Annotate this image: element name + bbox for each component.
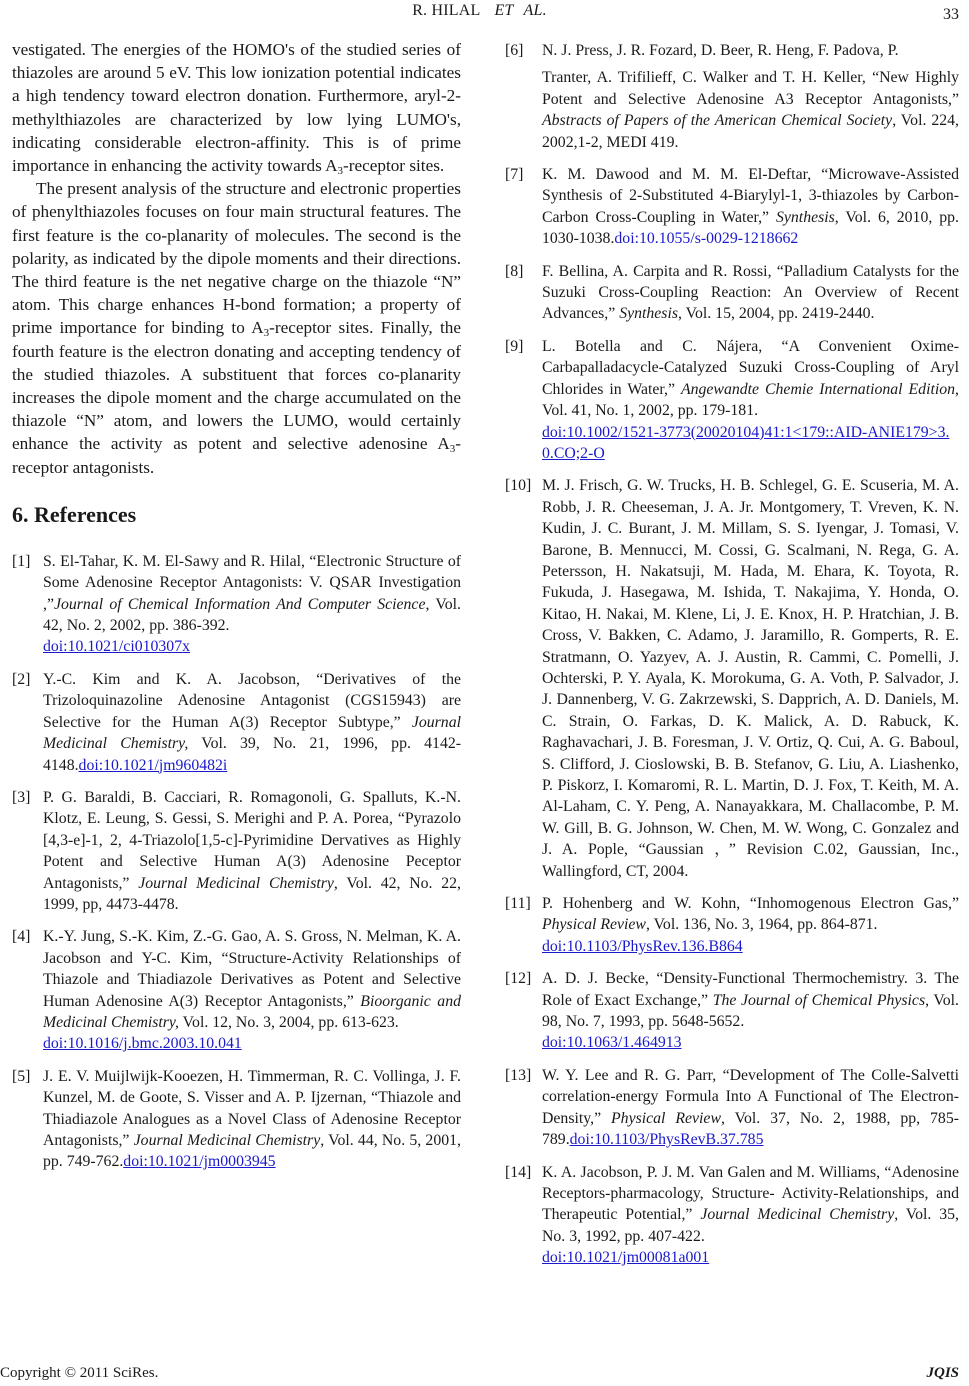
reference-number: [11] — [505, 895, 531, 913]
reference-item-13: [13] W. Y. Lee and R. G. Parr, “Development of The Colle-Salvetti correlation-energy Formula Into A Functional of The Electron-Density,” Physical Review, Vol. 37, No. 2, 1988, pp, 785-789.doi:10.1103/PhysRevB.37.785 — [505, 1065, 959, 1151]
reference-item-8: [8] F. Bellina, A. Carpita and R. Rossi, “Palladium Catalysts for the Suzuki Cross-Coupling Reaction: An Overview of Recent Advances,” Synthesis, Vol. 15, 2004, pp. 2419-2440. — [505, 261, 959, 325]
page-number: 33 — [943, 6, 959, 23]
right-column — [505, 40, 959, 1280]
reference-number: [14] — [505, 1163, 532, 1181]
reference-item-1: [1] S. El-Tahar, K. M. El-Sawy and R. Hilal, “Electronic Structure of Some Adenosine Receptor Antagonists: V. QSAR Investigation ,”Journal of Chemical Information And Computer Science, Vol. 42, No. 2, 2002, pp. 386-392. doi:10.1021/ci010307x — [12, 551, 461, 658]
journal-title: Bioorganic and Medicinal Chemistry, — [43, 992, 461, 1031]
footer-copyright: Copyright © 2011 SciRes. — [0, 1365, 159, 1381]
reference-item-4: [4] K.-Y. Jung, S.-K. Kim, Z.-G. Gao, A. S. Gross, N. Melman, K. A. Jacobson and Y-C. Kim, “Structure-Activity Relationships of Thiazole and Thiadiazole Derivatives as Potent and Selective Human Adenosine A(3) Receptor Antagonists,” Bioorganic and Medicinal Chemistry, Vol. 12, No. 3, 2004, pp. 613-623. doi:10.1016/j.bmc.2003.10.041 — [12, 926, 461, 1054]
doi-link[interactable]: doi:10.1002/1521-3773(20020104)41:1<179::AID-ANIE179>3.0.CO;2-O — [542, 423, 950, 462]
running-header-al: AL. — [523, 2, 547, 19]
journal-title: Journal of Chemical Information And Computer Science — [53, 595, 426, 613]
reference-number: [8] — [505, 262, 524, 280]
journal-title: Journal Medicinal Chemistry — [133, 1132, 321, 1150]
doi-link[interactable]: doi:10.1103/PhysRev.136.B864 — [542, 937, 743, 955]
doi-link[interactable]: doi:10.1016/j.bmc.2003.10.041 — [43, 1035, 242, 1053]
reference-number: [5] — [12, 1067, 31, 1085]
reference-item-11: [11] P. Hohenberg and W. Kohn, “Inhomogenous Electron Gas,” Physical Review, Vol. 136, No. 3, 1964, pp. 864-871. doi:10.1103/PhysRev.136.B864 — [505, 893, 959, 957]
left-column — [12, 38, 461, 1184]
reference-number: [13] — [505, 1066, 532, 1084]
doi-link[interactable]: doi:10.1021/jm960482i — [78, 756, 228, 774]
journal-title: Synthesis — [619, 305, 678, 323]
reference-item-7: [7] K. M. Dawood and M. M. El-Deftar, “Microwave-Assisted Synthesis of 2-Substituted 4-Biarylyl-1, 3-thiazoles by Carbon-Carbon Cross-Coupling in Water,” Synthesis, Vol. 6, 2010, pp. 1030-1038.doi:10.1055/s-0029-1218662 — [505, 164, 959, 250]
references-heading: 6. References — [12, 501, 137, 527]
reference-item-14: [14] K. A. Jacobson, P. J. M. Van Galen and M. Williams, “Adenosine Receptors-pharmacology, Structure- Activity-Relationships, and Therapeutic Potential,” Journal Medicinal Chemistry, Vol. 35, No. 3, 1992, pp. 407-422. doi:10.1021/jm00081a001 — [505, 1162, 959, 1269]
doi-link[interactable]: doi:10.1021/jm0003945 — [123, 1153, 276, 1171]
reference-item-3: [3] P. G. Baraldi, B. Cacciari, R. Romagonoli, G. Spalluts, K.-N. Klotz, E. Leung, S. Gessi, S. Merighi and P. A. Porea, “Pyrazolo [4,3-e]-1, 2, 4-Triazolo[1,5-c]-Pyrimidine Dervatives as Highly Potent and Selective Human A(3) Adenosine Peceptor Antagonists,” Journal Medicinal Chemistry, Vol. 42, No. 22, 1999, pp, 4473-4478. — [12, 787, 461, 915]
reference-item-12: [12] A. D. J. Becke, “Density-Functional Thermochemistry. 3. The Role of Exact Exchange,” The Journal of Chemical Physics, Vol. 98, No. 7, 1993, pp. 5648-5652. doi:10.1063/1.464913 — [505, 968, 959, 1054]
doi-link[interactable]: doi:10.1021/ci010307x — [43, 638, 190, 656]
doi-link[interactable]: doi:10.1103/PhysRevB.37.785 — [569, 1131, 764, 1149]
reference-item-10: [10] M. J. Frisch, G. W. Trucks, H. B. Schlegel, G. E. Scuseria, M. A. Robb, J. R. Cheeseman, J. A. Jr. Montgomery, T. Vreven, K. N. Kudin, J. C. Burant, J. M. Millam, S. S. Iyengar, J. Tomasi, V. Barone, B. Mennucci, M. Cossi, G. Scalmani, N. Rega, G. A. Petersson, H. Nakatsuji, M. Hada, M. Ehara, K. Toyota, R. Fukuda, J. Hasegawa, M. Ishida, T. Nakajima, Y. Honda, O. Kitao, H. Nakai, M. Klene, Li, J. E. Knox, H. P. Hratchian, J. B. Cross, V. Bakken, C. Adamo, J. Jaramillo, R. Gomperts, R. E. Stratmann, O. Yazyev, A. J. Austin, R. Cammi, C. Pomelli, J. Ochterski, P. Y. Ayala, K. Morokuma, G. A. Voth, P. Salvador, J. J. Dannenberg, V. G. Zakrzewski, S. Dapprich, A. D. Daniels, M. C. Strain, O. Farkas, D. K. Malick, A. D. Rabuck, K. Raghavachari, J. B. Foresman, J. V. Ortiz, Q. Cui, A. G. Baboul, S. Clifford, J. Cioslowski, B. B. Stefanov, G. Liu, A. Liashenko, P. Piskorz, I. Komaromi, R. L. Martin, D. J. Fox, T. Keith, M. A. Al-Laham, C. Y. Peng, A. Nanayakkara, M. Challacombe, P. M. W. Gill, B. G. Johnson, W. Chen, M. W. Wong, C. Gonzalez and J. A. Pople, “Gaussian ，” Revision C.02, Gaussian, Inc., Wallingford, CT, 2004. — [505, 475, 959, 882]
footer-journal-abbrev: JQIS — [926, 1365, 959, 1381]
running-header — [0, 2, 969, 24]
reference-item-5: [5] J. E. V. Muijlwijk-Kooezen, H. Timmerman, R. C. Vollinga, J. F. Kunzel, M. de Goote, S. Visser and A. P. Ijzernan, “Thiazole and Thiadiazole Analogues as a Novel Class of Adenosine Receptor Antagonists,” Journal Medicinal Chemistry, Vol. 44, No. 5, 2001, pp. 749-762.doi:10.1021/jm0003945 — [12, 1066, 461, 1173]
running-header-et: ET — [494, 2, 514, 19]
reference-item-9: [9] L. Botella and C. Nájera, “A Convenient Oxime-Carbapalladacycle-Catalyzed Suzuki Cross-Coupling of Aryl Chlorides in Water,” Angewandte Chemie International Edition, Vol. 41, No. 1, 2002, pp. 179-181. doi:10.1002/1521-3773(20020104)41:1<179::AID-ANIE179>3.0.CO;2-O — [505, 336, 959, 464]
reference-item-6: [6] N. J. Press, J. R. Fozard, D. Beer, R. Heng, F. Padova, P. Tranter, A. Trifilieff, C. Walker and T. H. Keller, “New Highly Potent and Selective Adenosine A3 Receptor Antagonists,” Abstracts of Papers of the American Chemical Society, Vol. 224, 2002,1-2, MEDI 419. — [505, 40, 959, 153]
reference-number: [12] — [505, 970, 532, 988]
doi-link[interactable]: doi:10.1021/jm00081a001 — [542, 1249, 710, 1267]
reference-number: [7] — [505, 166, 524, 184]
reference-number: [9] — [505, 337, 524, 355]
reference-item-2: [2] Y.-C. Kim and K. A. Jacobson, “Derivatives of the Trizoloquinazoline Adenosine Antagonist (CGS15943) are Selective for the Human A(3) Receptor Subtype,” Journal Medicinal Chemistry, Vol. 39, No. 21, 1996, pp. 4142-4148.doi:10.1021/jm960482i — [12, 669, 461, 776]
journal-title: Physical Review — [542, 916, 646, 934]
running-header-author: R. HILAL — [412, 2, 481, 19]
reference-number: [2] — [12, 670, 31, 688]
body-paragraph-1: vestigated. The energies of the HOMO's of the studied series of thiazoles are around 5 eV. This low ionization potential indicates a high tendency toward electron donation. Furthermore, aryl-2-methylthiazoles are characterized by low lying LUMO's, indicating considerable electron-affinity. This is of prime importance in enhancing the activity towards $A_3$-receptor sites. — [12, 40, 461, 178]
doi-link[interactable]: doi:10.1055/s-0029-1218662 — [614, 230, 799, 248]
doi-link[interactable]: doi:10.1063/1.464913 — [542, 1034, 682, 1052]
body-paragraph-2: The present analysis of the structure and electronic properties of phenylthiazoles focuses on four main structural features. The first feature is the co-planarity of molecules. The second is the polarity, as indicated by the dipole moments and their directions. The third feature is the net negative charge on the thiazole “N” atom. This charge enhances H-bond formation; a property of prime importance for binding to $A_3$-receptor sites. Finally, the fourth feature is the electron donating and accepting tendency of the studied thiazoles. A substituent that forces co-planarity increases the dipole moment and the charge accumulated on the thiazole “N” atom, and lowers the LUMO, would certainly enhance the activity as potent and selective adenosine $A_3$-receptor antagonists. — [12, 179, 461, 477]
journal-title: Angewandte Chemie International Edition — [680, 380, 956, 398]
journal-title: The Journal of Chemical Physics — [712, 991, 926, 1009]
journal-title: Physical Review — [611, 1109, 721, 1127]
journal-title: Journal Medicinal Chemistry — [138, 874, 334, 892]
reference-number: [6] — [505, 42, 524, 59]
reference-number: [4] — [12, 928, 31, 946]
reference-number: [3] — [12, 788, 31, 806]
journal-title: Synthesis — [776, 208, 835, 226]
reference-number: [10] — [505, 477, 532, 495]
journal-title: Journal Medicinal Chemistry, — [43, 713, 461, 753]
journal-title: Journal Medicinal Chemistry — [700, 1206, 895, 1224]
reference-number: [1] — [12, 552, 31, 570]
journal-title: Abstracts of Papers of the American Chemical Society — [542, 112, 893, 130]
